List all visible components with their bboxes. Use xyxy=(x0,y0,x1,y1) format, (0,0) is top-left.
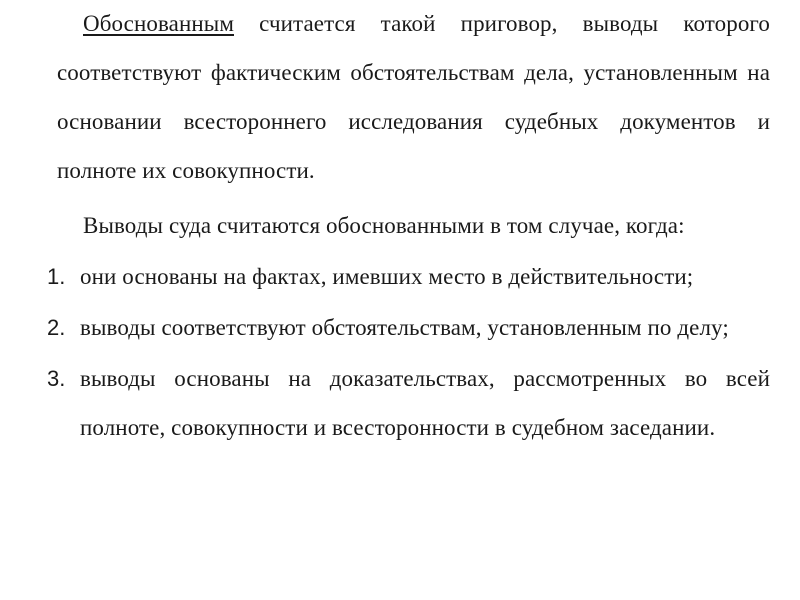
underlined-term: Обоснованным xyxy=(83,11,234,36)
list-item-number: 2. xyxy=(47,315,66,340)
paragraph-intro: Выводы суда считаются обоснованными в том случае, когда: xyxy=(83,213,685,238)
paragraph-definition-text: считается такой приговор, выводы которого соответствуют фактическим обстоятельствам дела, установленным на основании всестороннего исследования судебных документов и полноте их совокупности. xyxy=(57,11,770,183)
list-item xyxy=(0,354,800,452)
paragraph-definition xyxy=(57,0,770,195)
numbered-list xyxy=(0,252,800,454)
list-item xyxy=(0,303,800,352)
list-item-number: 1. xyxy=(47,264,66,289)
list-item xyxy=(0,252,800,301)
list-item-text: выводы соответствуют обстоятельствам, установленным по делу; xyxy=(80,315,729,340)
list-item-text: они основаны на фактах, имевших место в действительности; xyxy=(80,264,694,289)
list-item-text: выводы основаны на доказательствах, рассмотренных во всей полноте, совокупности и всесторонности в судебном заседании. xyxy=(80,366,770,440)
list-item-number: 3. xyxy=(47,366,66,391)
